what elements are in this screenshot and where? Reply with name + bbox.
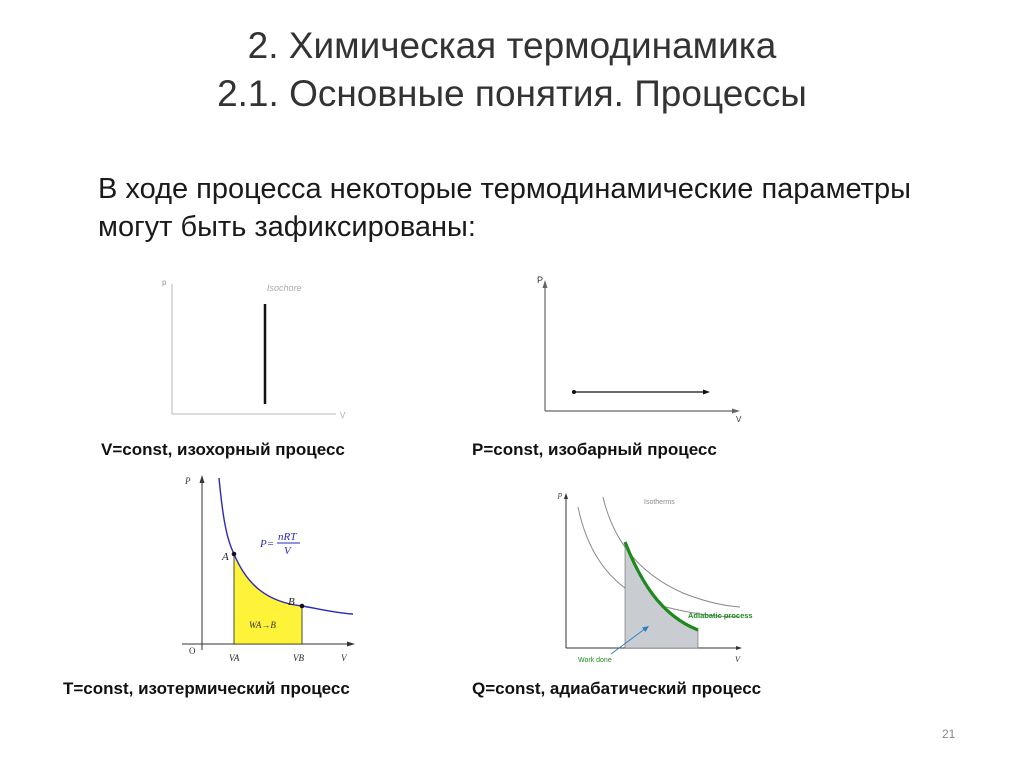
intro-text: В ходе процесса некоторые термодинамические параметры могут быть зафиксированы: bbox=[98, 173, 911, 243]
isothermal-origin: O bbox=[189, 646, 196, 656]
isothermal-y-arrow bbox=[200, 475, 205, 483]
formula-lhs: P= bbox=[260, 538, 275, 550]
point-a-marker bbox=[232, 552, 237, 557]
isothermal-diagram bbox=[175, 470, 365, 670]
tick-vb-label: VB bbox=[293, 653, 304, 663]
formula-denominator: V bbox=[284, 545, 291, 557]
isothermal-caption: T=const, изотермический процесс bbox=[63, 679, 350, 698]
adiabatic-axis-v: V bbox=[735, 655, 740, 664]
title-line-2: 2.1. Основные понятия. Процессы bbox=[217, 73, 807, 114]
isobar-arrowhead bbox=[703, 390, 710, 395]
isochoric-diagram bbox=[150, 270, 350, 420]
isobaric-y-arrow bbox=[543, 280, 548, 288]
work-done-label: Work done bbox=[578, 657, 612, 664]
tick-va-label: VA bbox=[229, 653, 240, 663]
slide-title bbox=[0, 22, 1024, 118]
adiabat-label: Adiabatic process bbox=[688, 611, 753, 620]
point-a-label: A bbox=[222, 551, 229, 563]
isochoric-axis-v: V bbox=[340, 411, 346, 420]
point-b-marker bbox=[300, 604, 305, 609]
isothermal-axis-p: P bbox=[185, 476, 191, 486]
work-label: WA→B bbox=[249, 620, 276, 630]
isothermal-axis-v: V bbox=[341, 653, 347, 663]
adiabatic-diagram bbox=[548, 485, 758, 670]
formula-numerator: nRT bbox=[278, 531, 297, 543]
page-number: 21 bbox=[942, 727, 956, 741]
isobar-start-point bbox=[572, 390, 576, 394]
isotherm-upper-curve bbox=[603, 497, 740, 607]
isobaric-diagram bbox=[530, 270, 750, 425]
isotherms-label: Isotherms bbox=[644, 499, 675, 506]
isobaric-x-arrow bbox=[732, 409, 740, 414]
adiabatic-axis-p: p bbox=[558, 490, 562, 499]
adiabatic-x-arrow bbox=[736, 646, 742, 650]
isobaric-axis-v: V bbox=[736, 415, 742, 424]
isochoric-caption: V=const, изохорный процесс bbox=[101, 440, 345, 459]
adiabatic-y-arrow bbox=[564, 493, 568, 499]
adiabatic-caption: Q=const, адиабатический процесс bbox=[472, 679, 762, 698]
isothermal-x-arrow bbox=[347, 642, 355, 647]
isobaric-caption: P=const, изобарный процесс bbox=[472, 440, 717, 459]
isochore-label: Isochore bbox=[267, 283, 302, 293]
isobaric-axis-p: P bbox=[537, 275, 544, 285]
point-b-label: B bbox=[288, 596, 295, 608]
title-line-1: 2. Химическая термодинамика bbox=[247, 25, 777, 66]
isochoric-axis-p: p bbox=[162, 278, 167, 287]
